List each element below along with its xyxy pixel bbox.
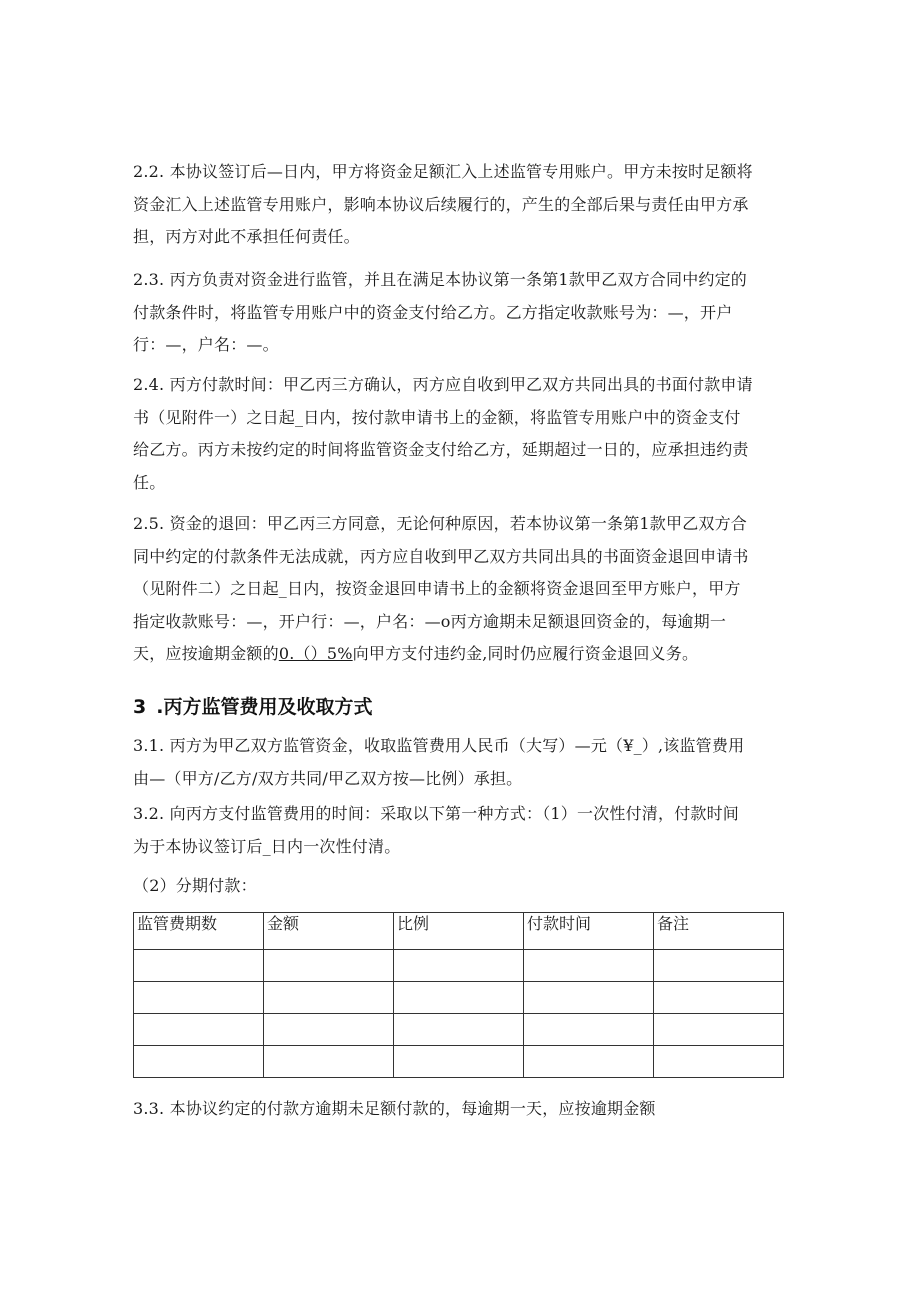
column-header: 比例 [394, 913, 524, 950]
table-row [134, 1014, 784, 1046]
text-line: （2）分期付款： [133, 876, 257, 895]
clause-2-4 [133, 369, 788, 499]
text-line: 给乙方。丙方未按约定的时间将监管资金支付给乙方，延期超过一日的，应承担违约责 [133, 440, 749, 459]
table-header-row [134, 913, 784, 950]
text-line: 指定收款账号：—，开户行：—，户名：—o丙方逾期未足额退回资金的，每逾期一 [133, 611, 727, 631]
table-cell [524, 1014, 654, 1046]
table-cell [654, 950, 784, 982]
clause-3-2 [133, 798, 788, 863]
column-header: 监管费期数 [134, 913, 264, 950]
table-cell [394, 982, 524, 1014]
section-heading-3 [133, 692, 372, 719]
table-cell [654, 1046, 784, 1078]
text-line: 2.2. 本协议签订后—日内，甲方将资金足额汇入上述监管专用账户。甲方未按时足额将 [133, 162, 753, 181]
table-cell [524, 950, 654, 982]
text-line: （见附件二）之日起_日内，按资金退回申请书上的金额将资金退回至甲方账户，甲方 [133, 579, 741, 598]
clause-3-3 [133, 1093, 788, 1126]
text-line: 由—（甲方/乙方/双方共同/甲乙双方按—比例）承担。 [133, 768, 523, 788]
penalty-rate: 0.（）5% [278, 644, 353, 663]
text-line: 任。 [133, 472, 166, 492]
table-cell [134, 1046, 264, 1078]
table-row [134, 1046, 784, 1078]
section-title: .丙方监管费用及收取方式 [156, 696, 373, 718]
text-line [133, 638, 788, 671]
text-line: 3.3. 本协议约定的付款方逾期未足额付款的，每逾期一天，应按逾期金额 [133, 1099, 656, 1118]
table-cell [264, 1014, 394, 1046]
table-cell [134, 1014, 264, 1046]
table-row [134, 982, 784, 1014]
table-cell [264, 1046, 394, 1078]
text-line: 2.5. 资金的退回：甲乙丙三方同意，无论何种原因，若本协议第一条第1款甲乙双方合 [133, 514, 747, 533]
table-cell [394, 950, 524, 982]
text-line: 2.3. 丙方负责对资金进行监管，并且在满足本协议第一条第1款甲乙双方合同中约定的 [133, 270, 747, 289]
text-line: 3.2. 向丙方支付监管费用的时间：采取以下第一种方式：（1）一次性付清，付款时间 [133, 804, 739, 823]
table-cell [394, 1046, 524, 1078]
table-cell [654, 982, 784, 1014]
clause-2-3 [133, 264, 788, 362]
clause-2-5 [133, 508, 788, 671]
text-line: 为于本协议签订后_日内一次性付清。 [133, 836, 401, 856]
text-line: 行：—，户名：—。 [133, 335, 279, 354]
text-fragment: 天，应按逾期金额的 [133, 644, 279, 663]
text-fragment: 向甲方支付违约金,同时仍应履行资金退回义务。 [352, 644, 699, 663]
text-line: 3.1. 丙方为甲乙双方监管资金，收取监管费用人民币（大写）—元（¥_）,该监管费用 [133, 736, 745, 755]
clause-3-1 [133, 730, 788, 795]
table-cell [264, 950, 394, 982]
installment-label [133, 870, 788, 903]
table-cell [654, 1014, 784, 1046]
table-cell [264, 982, 394, 1014]
text-line: 付款条件时，将监管专用账户中的资金支付给乙方。乙方指定收款账号为：—，开户 [133, 302, 733, 322]
section-number: 3 [133, 696, 147, 718]
column-header: 备注 [654, 913, 784, 950]
clause-2-2 [133, 156, 788, 254]
text-line: 2.4. 丙方付款时间：甲乙丙三方确认，丙方应自收到甲乙双方共同出具的书面付款申请 [133, 375, 753, 394]
table-cell [524, 1046, 654, 1078]
table-cell [394, 1014, 524, 1046]
column-header: 付款时间 [524, 913, 654, 950]
table-cell [134, 950, 264, 982]
table-row [134, 950, 784, 982]
text-line: 资金汇入上述监管专用账户，影响本协议后续履行的，产生的全部后果与责任由甲方承 [133, 194, 749, 214]
table-cell [134, 982, 264, 1014]
text-line: 书（见附件一）之日起_日内，按付款申请书上的金额，将监管专用账户中的资金支付 [133, 407, 741, 427]
text-line: 同中约定的付款条件无法成就，丙方应自收到甲乙双方共同出具的书面资金退回申请书 [133, 546, 749, 566]
column-header: 金额 [264, 913, 394, 950]
table-cell [524, 982, 654, 1014]
text-line: 担，丙方对此不承担任何责任。 [133, 227, 360, 246]
installment-table [133, 912, 784, 1078]
